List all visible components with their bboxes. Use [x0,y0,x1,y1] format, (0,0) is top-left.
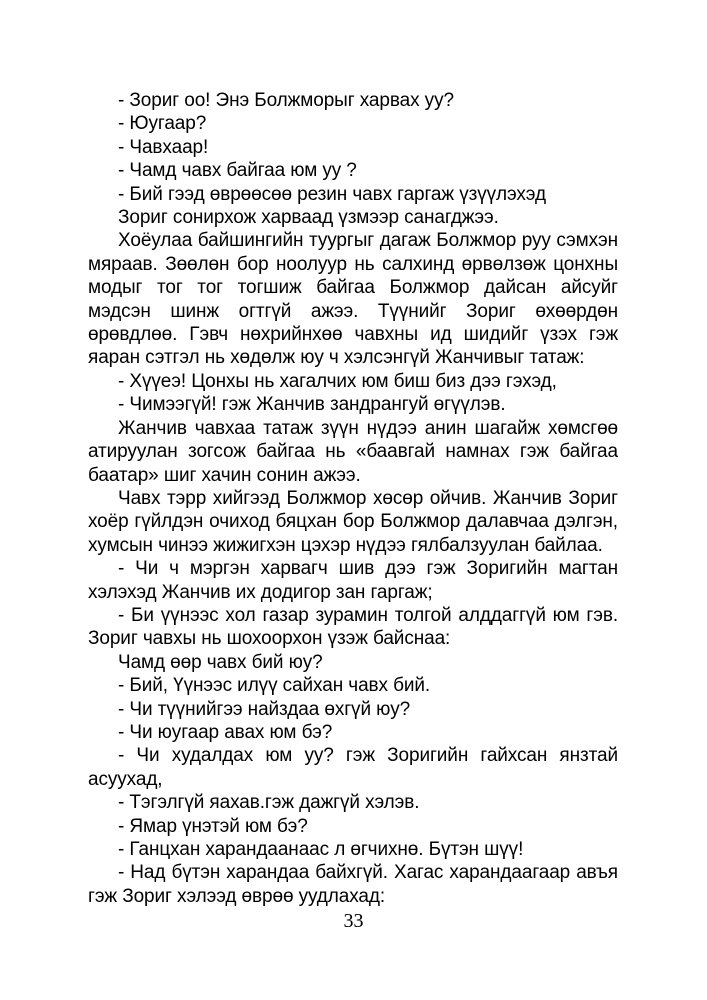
paragraph: - Хүүеэ! Цонхы нь хагалчих юм биш биз дээ гэхэд, [118,370,557,392]
paragraph: - Чимээгүй! гэж Жанчив зандрангуй өгүүлэв. [118,394,506,416]
paragraph: - Чамд чавх байгаа юм уу ? [118,160,357,182]
paragraph: Зориг сонирхож харваад үзмээр санагджээ. [118,207,499,229]
paragraph: - Чи түүнийгээ найздаа өхгүй юу? [118,698,411,720]
paragraph: Чавх тэрр хийгээд Болжмор хөсөр ойчив. Жанчив Зориг хоёр гүйлдэн очиход бяцхан бор Болжмор далавчаа дэлгэн, хумсын чинээ жижигхэн цэхэр нүдээ гялбалзуулан байлаа. [88,487,618,556]
paragraph: - Чи юугаар авах юм бэ? [118,721,333,743]
paragraph: - Чавхаар! [118,136,209,158]
paragraph: - Над бүтэн харандаа байхгүй. Хагас харандаагаар авъя гэж Зориг хэлээд өврөө уудлахад: [88,862,618,907]
paragraph: Жанчив чавхаа татаж зүүн нүдээ анин шагайж хөмсгөө атируулан зогсож байгаа нь «баавгай намнах гэж байгаа баатар» шиг хачин сонин ажээ. [88,417,618,486]
paragraph: - Бий, Үүнээс илүү сайхан чавх бий. [118,675,431,697]
paragraph: - Зориг оо! Энэ Болжморыг харвах уу? [118,90,454,111]
paragraph: - Би үүнээс хол газар зурамин толгой алддаггүй юм гэв. Зориг чавхы нь шохоорхон үзэж байснаа: [88,604,618,650]
paragraph: - Чи худалдах юм уу? гэж Зоригийн гайхсан янзтай асуухад, [88,745,618,790]
paragraph: - Юугаар? [118,113,207,135]
page-body [88,89,618,908]
paragraph: - Чи ч мэргэн харвагч шив дээ гэж Зоригийн магтан хэлэхэд Жанчив их додигор зан гаргаж; [88,558,618,603]
page-number: 33 [343,910,364,932]
paragraph: Чамд өөр чавх бий юу? [118,651,323,673]
paragraph: - Бий гээд өврөөсөө резин чавх гаргаж үзүүлэхэд [118,183,546,205]
paragraph: Хоёулаа байшингийн туургыг дагаж Болжмор руу сэмхэн мяраав. Зөөлөн бор ноолуур нь салхинд өрвөлзөж цонхны модыг тог тог тогшиж байгаа Болжмор дайсан айсуйг мэдсэн шинж огтгүй ажээ. Түүнийг Зориг өхөөрдөн өрөвдлөө. Гэвч нөхрийнхөө чавхны ид шидийг үзэх гэж яаран сэтгэл нь хөдөлж юу ч хэлсэнгүй Жанчивыг татаж: [88,230,618,369]
paragraph: - Тэгэлгүй яахав.гэж дажгүй хэлэв. [118,792,420,814]
paragraph: - Ганцхан харандаанаас л өгчихнө. Бүтэн шүү! [118,839,524,860]
paragraph: - Ямар үнэтэй юм бэ? [118,815,308,837]
